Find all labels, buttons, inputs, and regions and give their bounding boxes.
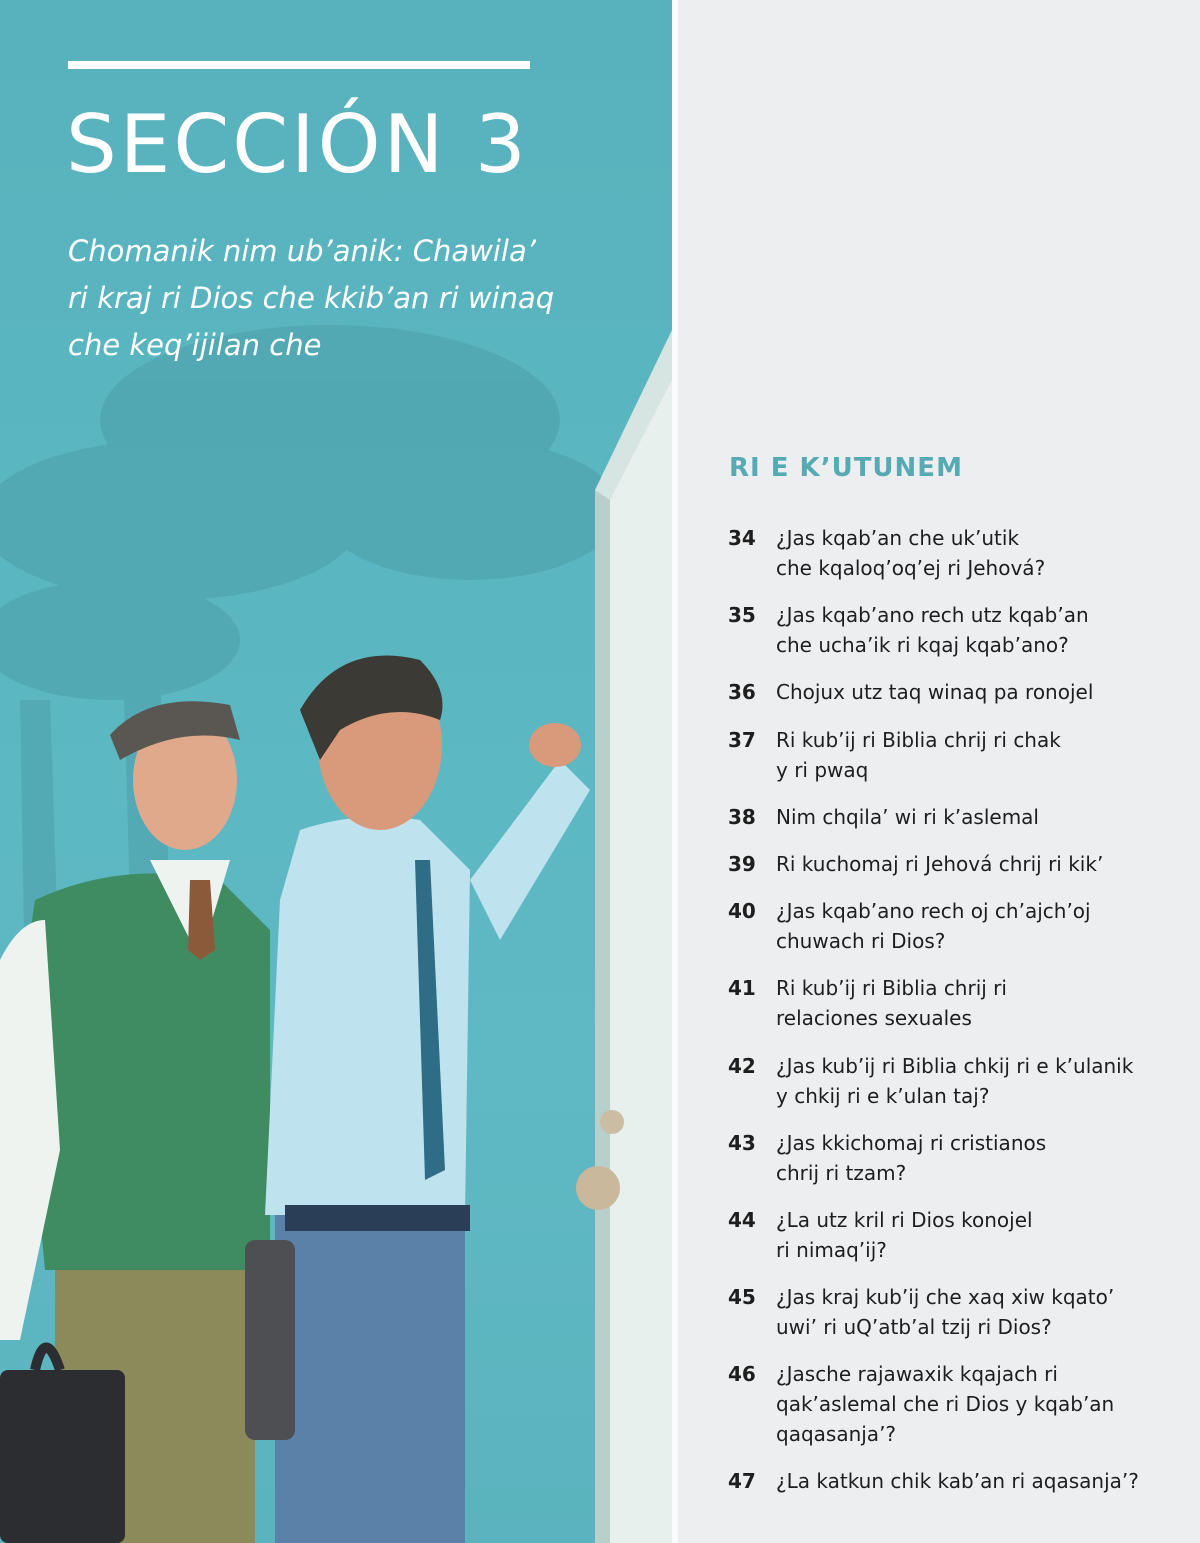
toc-item[interactable] [728,1359,1168,1449]
toc-item-number: 40 [728,899,756,924]
toc-item-text: Ri kuchomaj ri Jehová chrij ri kik’ [776,851,1104,876]
toc-item[interactable] [728,523,1168,583]
toc-heading: RI E K’UTUNEM [729,453,963,483]
toc-item-text: ¿La utz kril ri Dios konojel ri nimaq’ij? [776,1207,1033,1262]
section-title: SECCIÓN 3 [66,98,529,191]
toc-item-number: 47 [728,1469,756,1494]
toc-item[interactable] [728,973,1168,1033]
top-rule [68,61,530,69]
toc-item[interactable] [728,802,1168,832]
toc-item-number: 45 [728,1285,756,1310]
toc-item[interactable] [728,1128,1168,1188]
toc-item-number: 36 [728,680,756,705]
toc-item-text: ¿Jas kqab’an che uk’utik che kqaloq’oq’ej ri Jehová? [776,526,1046,580]
toc-item-number: 41 [728,976,756,1001]
toc-item-number: 34 [728,526,756,550]
toc-item[interactable] [728,1205,1168,1265]
toc-item[interactable] [728,896,1168,956]
section-subtitle: Chomanik nim ub’anik: Chawila’ ri kraj ri Dios che kkib’an ri winaq che keq’ijilan che [68,234,555,362]
toc-item-text: Chojux utz taq winaq pa ronojel [776,680,1094,705]
toc-item-number: 44 [728,1207,756,1232]
toc-item-number: 39 [728,851,756,876]
young-man-figure [245,656,590,1543]
toc-item-text: Ri kub’ij ri Biblia chrij ri relaciones sexuales [776,976,1007,1031]
toc-item[interactable] [728,1466,1168,1496]
toc-item-text: ¿Jasche rajawaxik kqajach ri qak’aslemal che ri Dios y kqab’an qaqasanja’? [776,1362,1115,1447]
toc-item[interactable] [728,677,1168,707]
toc-item-text: ¿Jas kqab’ano rech oj ch’ajch’oj chuwach ri Dios? [776,899,1091,954]
toc-list [728,523,1168,1514]
toc-item[interactable] [728,1282,1168,1342]
toc-item-text: ¿Jas kqab’ano rech utz kqab’an che ucha’ik ri kqaj kqab’ano? [776,603,1089,658]
toc-item-text: ¿Jas kraj kub’ij che xaq xiw kqato’ uwi’ ri uQ’atb’al tzij ri Dios? [776,1285,1115,1340]
toc-item-number: 35 [728,603,756,628]
toc-item[interactable] [728,600,1168,660]
toc-item-number: 37 [728,727,756,752]
toc-item-text: ¿La katkun chik kab’an ri aqasanja’? [776,1469,1139,1494]
door-knob [576,1166,620,1210]
toc-item[interactable] [728,725,1168,785]
toc-item-text: ¿Jas kkichomaj ri cristianos chrij ri tzam? [776,1130,1047,1185]
toc-item-number: 43 [728,1130,756,1155]
toc-item-text: Nim chqila’ wi ri k’aslemal [776,804,1039,829]
toc-item-number: 42 [728,1053,756,1078]
toc-item[interactable] [728,1051,1168,1111]
toc-item-number: 46 [728,1362,756,1387]
toc-item-text: Ri kub’ij ri Biblia chrij ri chak y ri pwaq [776,727,1061,782]
toc-item[interactable] [728,849,1168,879]
toc-item-number: 38 [728,804,756,829]
toc-item-text: ¿Jas kub’ij ri Biblia chkij ri e k’ulanik y chkij ri e k’ulan taj? [776,1053,1134,1108]
